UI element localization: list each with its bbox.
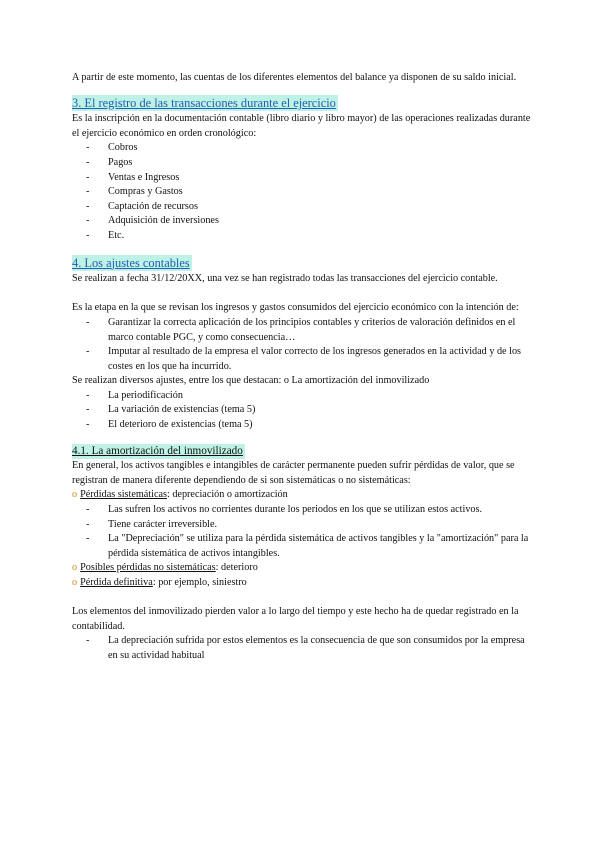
systematic-losses-list [72,503,532,561]
list-item: - Ventas e Ingresos [86,171,532,186]
systematic-losses-label: Pérdidas sistemáticas [80,489,167,501]
section-4-1-paragraph-1: En general, los activos tangibles e intangibles de carácter permanente pueden sufrir pérdidas de valor, que se registran de manera diferente dependiendo de si son sistemáticas o no sistemáticas: [72,460,515,486]
section-3 [72,95,532,244]
definitive-loss-item [72,576,532,591]
section-4-list-1 [72,316,532,374]
intro-paragraph: A partir de este momento, las cuentas de los diferentes elementos del balance ya disponen de su saldo inicial. [72,72,517,83]
systematic-losses-text: : depreciación o amortización [166,489,288,501]
list-item: - Compras y Gastos [86,185,532,200]
list-item: - Imputar al resultado de la empresa el valor correcto de los ingresos generados en la actividad y de los costes en los que ha incurrido. [86,345,532,374]
list-item: - La depreciación sufrida por estos elementos es la consecuencia de que son consumidos por la empresa en su actividad habitual [86,634,532,663]
list-item: - Las sufren los activos no corrientes durante los periodos en los que se utilizan estos activos. [86,503,532,518]
non-systematic-losses-item [72,561,532,576]
section-3-heading: 3. El registro de las transacciones durante el ejercicio [72,95,336,110]
document-content [72,71,532,664]
section-4 [72,255,532,433]
section-3-text: Es la inscripción en la documentación contable (libro diario y libro mayor) de las operaciones realizadas durante el ejercicio económico en orden cronológico: [72,113,531,139]
circle-bullet-icon: o [72,562,78,574]
section-4-list-2 [72,389,532,433]
section-4-1 [72,444,532,664]
list-item: - Cobros [86,141,532,156]
list-item: - Tiene carácter irreversible. [86,518,532,533]
definitive-loss-text: : por ejemplo, siniestro [152,577,247,588]
list-item: - La periodificación [86,389,532,404]
section-4-heading: 4. Los ajustes contables [72,255,190,270]
circle-bullet-icon: o [72,577,78,588]
section-3-list [72,141,532,243]
circle-bullet-icon: o [72,489,78,501]
definitive-loss-label: Pérdida definitiva [80,577,153,588]
list-item: - Garantizar la correcta aplicación de los principios contables y criterios de valoración definidos en el marco contable PGC, y como consecuencia… [86,316,532,345]
list-item: - Captación de recursos [86,200,532,215]
section-4-paragraph-2: Es la etapa en la que se revisan los ingresos y gastos consumidos del ejercicio económico con la intención de: [72,302,519,314]
list-item: - La variación de existencias (tema 5) [86,403,532,418]
list-item: - Adquisición de inversiones [86,214,532,229]
systematic-losses-item [72,488,532,503]
list-item: - El deterioro de existencias (tema 5) [86,418,532,433]
section-4-paragraph-3: Se realizan diversos ajustes, entre los que destacan: o La amortización del inmovilizado [72,375,430,387]
section-4-1-final-list [72,634,532,663]
list-item: - La "Depreciación" se utiliza para la pérdida sistemática de activos tangibles y la "amortización" para la pérdida sistemática de activos intangibles. [86,532,532,561]
non-systematic-losses-text: : deterioro [215,562,258,574]
section-4-1-heading: 4.1. La amortización del inmovilizado [72,444,243,457]
section-4-1-paragraph-2: Los elementos del inmovilizado pierden valor a lo largo del tiempo y este hecho ha de quedar registrado en la contabilidad. [72,606,519,632]
section-4-paragraph-1: Se realizan a fecha 31/12/20XX, una vez se han registrado todas las transacciones del ejercicio contable. [72,273,498,285]
list-item: - Pagos [86,156,532,171]
non-systematic-losses-label: Posibles pérdidas no sistemáticas [80,562,216,574]
list-item: - Etc. [86,229,532,244]
